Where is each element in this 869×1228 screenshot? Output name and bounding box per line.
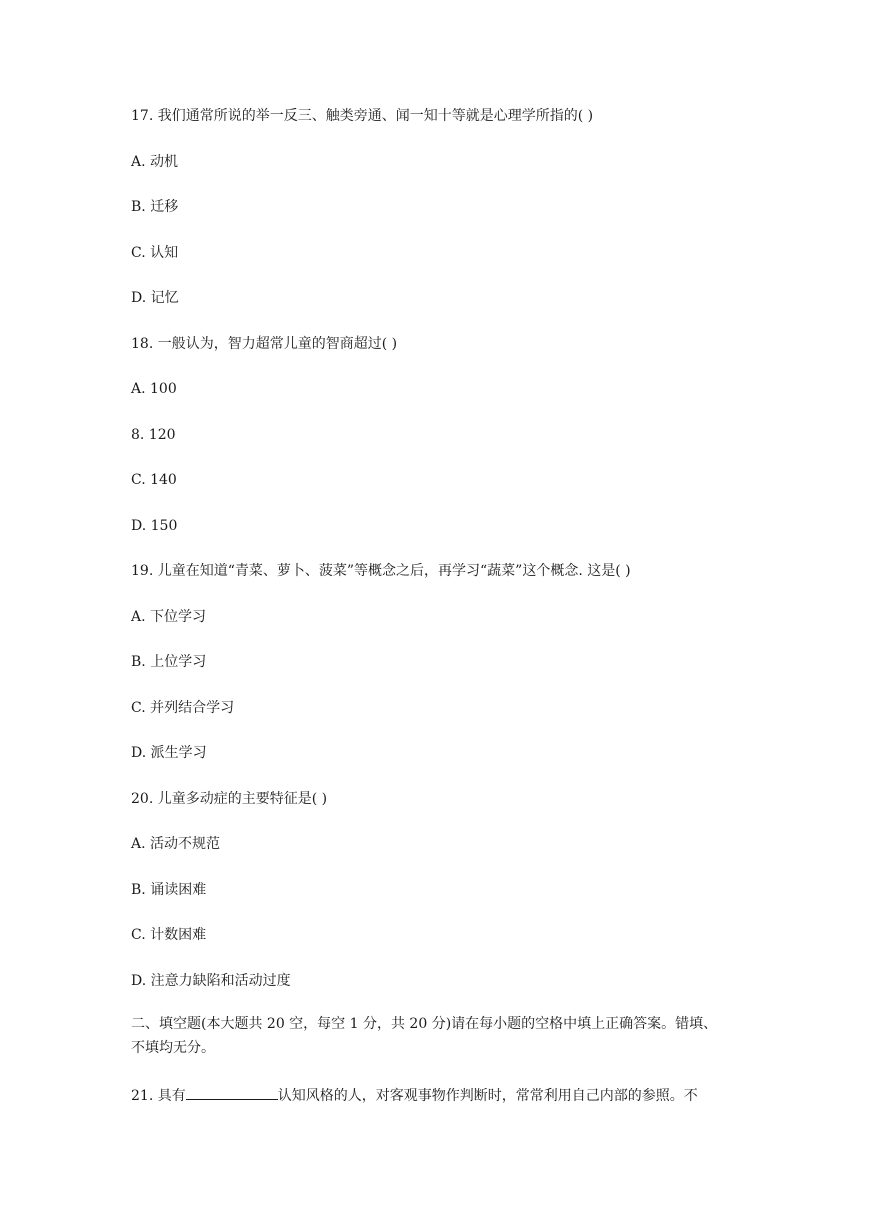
question-18-option-a: A. 100 [131,381,177,397]
section-2-heading: 二、填空题(本大题共 20 空，每空 1 分，共 20 分)请在每小题的空格中填上正确答案。错填、不填均无分。 [131,1016,718,1056]
question-21-blank [186,1085,278,1100]
question-17-option-d: D. 记忆 [131,290,179,306]
question-21-prefix: 21. 具有 [131,1088,186,1104]
question-17-option-a: A. 动机 [131,154,179,170]
question-19-option-c: C. 并列结合学习 [131,700,235,716]
question-20-option-a: A. 活动不规范 [131,836,221,852]
question-17-stem: 17. 我们通常所说的举一反三、触类旁通、闻一知十等就是心理学所指的( ) [131,108,594,124]
question-19-option-b: B. 上位学习 [131,654,207,670]
question-20-stem: 20. 儿童多动症的主要特征是( ) [131,791,328,807]
question-18-option-c: C. 140 [131,472,177,488]
question-19-stem: 19. 儿童在知道“青菜、萝卜、菠菜”等概念之后，再学习“蔬菜”这个概念. 这是( ) [131,563,631,579]
question-20-option-b: B. 诵读困难 [131,882,207,898]
question-17-option-c: C. 认知 [131,245,179,261]
question-20-option-c: C. 计数困难 [131,927,207,943]
question-21-stem [131,1085,698,1106]
question-18-stem: 18. 一般认为，智力超常儿童的智商超过( ) [131,336,398,352]
question-19-option-a: A. 下位学习 [131,609,207,625]
question-18-option-d: D. 150 [131,518,178,534]
question-18-option-b: 8. 120 [131,427,176,443]
question-21-suffix: 认知风格的人，对客观事物作判断时，常常利用自己内部的参照。不 [277,1088,698,1104]
question-20-option-d: D. 注意力缺陷和活动过度 [131,973,291,989]
question-19-option-d: D. 派生学习 [131,745,207,761]
question-17-option-b: B. 迁移 [131,199,179,215]
